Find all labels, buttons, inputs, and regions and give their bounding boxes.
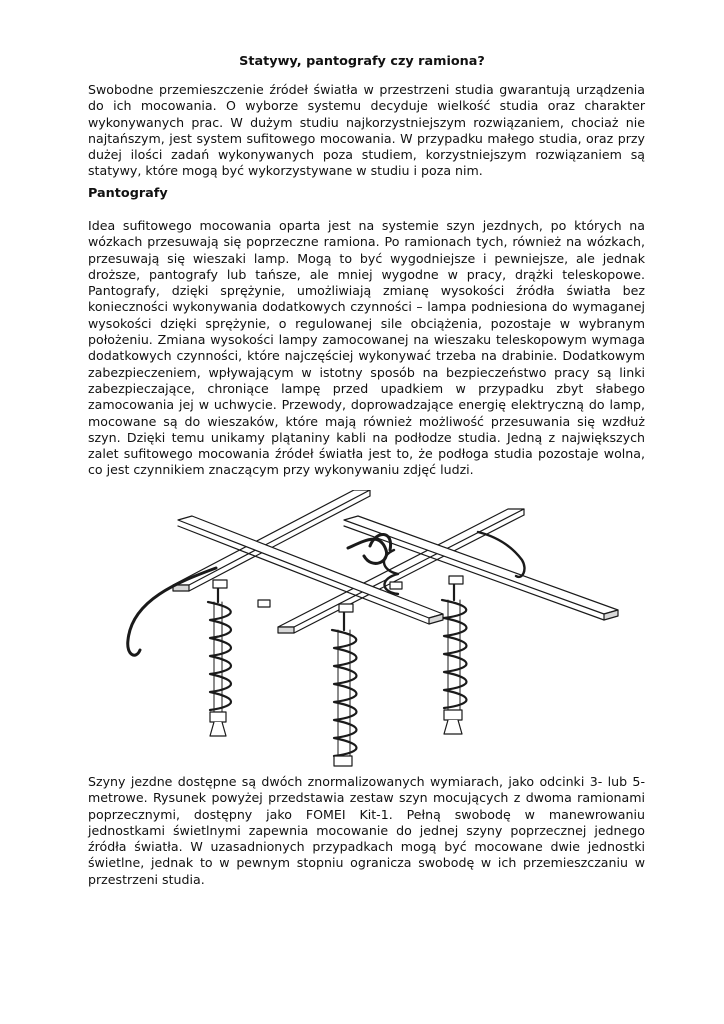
pantograph-right bbox=[442, 582, 467, 734]
page-title: Statywy, pantografy czy ramiona? bbox=[239, 54, 485, 69]
pantograph-left bbox=[208, 586, 231, 736]
section-heading: Pantografy bbox=[88, 186, 168, 201]
closing-paragraph: Szyny jezdne dostępne są dwóch znormalizowanych wymiarach, jako odcinki 3- lub 5-metrowe. Rysunek powyżej przedstawia zestaw szyn mocujących z dwoma ramionami poprzecznymi, dostępny jako FOMEI Kit-1. Pełną swobodę w manewrowaniu jednostkami świetlnymi zapewnia mocowanie do jednej szyny poprzecznej jednego źródła światła. W uzasadnionych przypadkach mogą być mocowane dwie jednostki świetlne, jednak to w pewnym stopniu ogranicza swobodę w ich przemieszczaniu w przestrzeni studia. bbox=[88, 774, 645, 887]
section-paragraph: Idea sufitowego mocowania oparta jest na systemie szyn jezdnych, po których na wózkach przesuwają się poprzeczne ramiona. Po ramionach tych, również na wózkach, przesuwają się wieszaki lamp. Mogą to być wygodniejsze i pewniejsze, ale jednak droższe, pantografy lub tańsze, ale mniej wygodne w pracy, drążki teleskopowe. Pantografy, dzięki sprężynie, umożliwiają zmianę wysokości źródła światła bez konieczności wykonywania dodatkowych czynności – lampa podniesiona do wymaganej wysokości dzięki sprężynie, o regulowanej sile obciążenia, pozostaje w wybranym położeniu. Zmiana wysokości lampy zamocowanej na wieszaku teleskopowym wymaga dodatkowych czynności, które najczęściej wykonywać trzeba na drabinie. Dodatkowym zabezpieczeniem, wpływającym w istotny sposób na bezpieczeństwo pracy są linki zabezpieczające, chroniące lampę przed upadkiem w przypadku zbyt słabego zamocowania jej w uchwycie. Przewody, doprowadzające energię elektryczną do lamp, mocowane są do wieszaków, które mają również możliwość przesuwania się wzdłuż szyn. Dzięki temu unikamy plątaniny kabli na podłodze studia. Jedną z największych zalet sufitowego mocowania źródeł światła jest to, że podłoga studia pozostaje wolna, co jest czynnikiem znaczącym przy wykonywaniu zdjęć ludzi. bbox=[88, 218, 645, 478]
pantograph-center bbox=[332, 610, 357, 766]
ceiling-rail-illustration bbox=[118, 490, 638, 775]
intro-paragraph: Swobodne przemieszczenie źródeł światła w przestrzeni studia gwarantują urządzenia do ich mocowania. O wyborze systemu decyduje wielkość studia oraz charakter wykonywanych prac. W dużym studiu najkorzystniejszym rozwiązaniem, chociaż nie najtańszym, jest system sufitowego mocowania. W przypadku małego studia, oraz przy dużej ilości zadań wykonywanych poza studiem, korzystniejszym rozwiązaniem są statywy, które mogą być wykorzystywane w studiu i poza nim. bbox=[88, 82, 645, 179]
